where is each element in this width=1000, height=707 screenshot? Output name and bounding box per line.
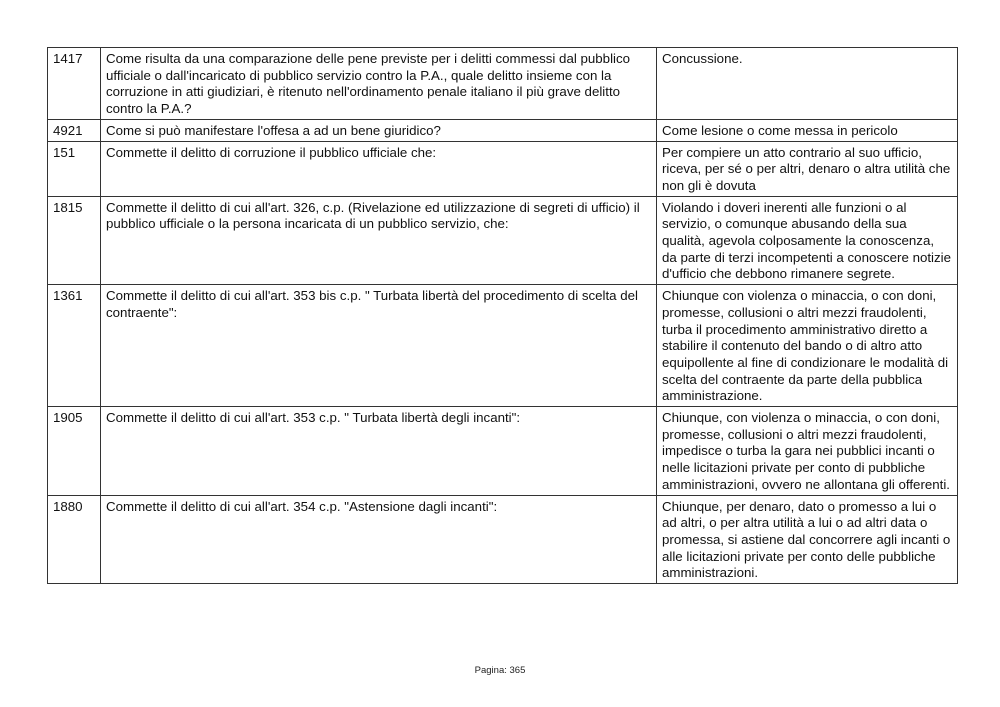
row-question: Commette il delitto di cui all'art. 353 c.p. " Turbata libertà degli incanti": (101, 407, 657, 496)
row-answer: Concussione. (657, 48, 958, 120)
row-answer: Come lesione o come messa in pericolo (657, 119, 958, 141)
row-question: Commette il delitto di cui all'art. 326, c.p. (Rivelazione ed utilizzazione di segreti di ufficio) il pubblico ufficiale o la persona incaricata di un pubblico servizio, che: (101, 196, 657, 285)
table-row (48, 285, 958, 407)
table-row (48, 119, 958, 141)
row-answer: Chiunque, per denaro, dato o promesso a lui o ad altri, o per altra utilità a lui o ad altri data o promessa, si astiene dal concorrere agli incanti o alle licitazioni private per conto delle pubbliche amministrazioni. (657, 495, 958, 584)
row-id: 4921 (48, 119, 101, 141)
row-answer: Chiunque, con violenza o minaccia, o con doni, promesse, collusioni o altri mezzi fraudolenti, impedisce o turba la gara nei pubblici incanti o nelle licitazioni private per conto di pubbliche amministrazioni, ovvero ne allontana gli offerenti. (657, 407, 958, 496)
page-number: Pagina: 365 (474, 665, 526, 676)
row-question: Come risulta da una comparazione delle pene previste per i delitti commessi dal pubblico ufficiale o dall'incaricato di pubblico servizio contro la P.A., quale delitto insieme con la corruzione in atti giudiziari, è ritenuto nell'ordinamento penale italiano il più grave delitto contro la P.A.? (101, 48, 657, 120)
row-answer: Chiunque con violenza o minaccia, o con doni, promesse, collusioni o altri mezzi fraudolenti, turba il procedimento amministrativo diretto a stabilire il contenuto del bando o di altro atto equipollente al fine di condizionare le modalità di scelta del contraente da parte della pubblica amministrazione. (657, 285, 958, 407)
row-id: 1880 (48, 495, 101, 584)
table-row (48, 141, 958, 196)
table-row (48, 48, 958, 120)
table-row (48, 196, 958, 285)
row-question: Come si può manifestare l'offesa a ad un bene giuridico? (101, 119, 657, 141)
row-id: 1361 (48, 285, 101, 407)
table-row (48, 495, 958, 584)
row-id: 1905 (48, 407, 101, 496)
row-question: Commette il delitto di cui all'art. 353 bis c.p. " Turbata libertà del procedimento di scelta del contraente": (101, 285, 657, 407)
row-id: 1815 (48, 196, 101, 285)
row-id: 1417 (48, 48, 101, 120)
row-question: Commette il delitto di corruzione il pubblico ufficiale che: (101, 141, 657, 196)
question-table (47, 47, 958, 584)
row-question: Commette il delitto di cui all'art. 354 c.p. "Astensione dagli incanti": (101, 495, 657, 584)
row-answer: Violando i doveri inerenti alle funzioni o al servizio, o comunque abusando della sua qualità, agevola colposamente la conoscenza, da parte di terzi incompetenti a conoscere notizie d'ufficio che debbono rimanere segrete. (657, 196, 958, 285)
table-row (48, 407, 958, 496)
row-id: 151 (48, 141, 101, 196)
row-answer: Per compiere un atto contrario al suo ufficio, riceva, per sé o per altri, denaro o altra utilità che non gli è dovuta (657, 141, 958, 196)
